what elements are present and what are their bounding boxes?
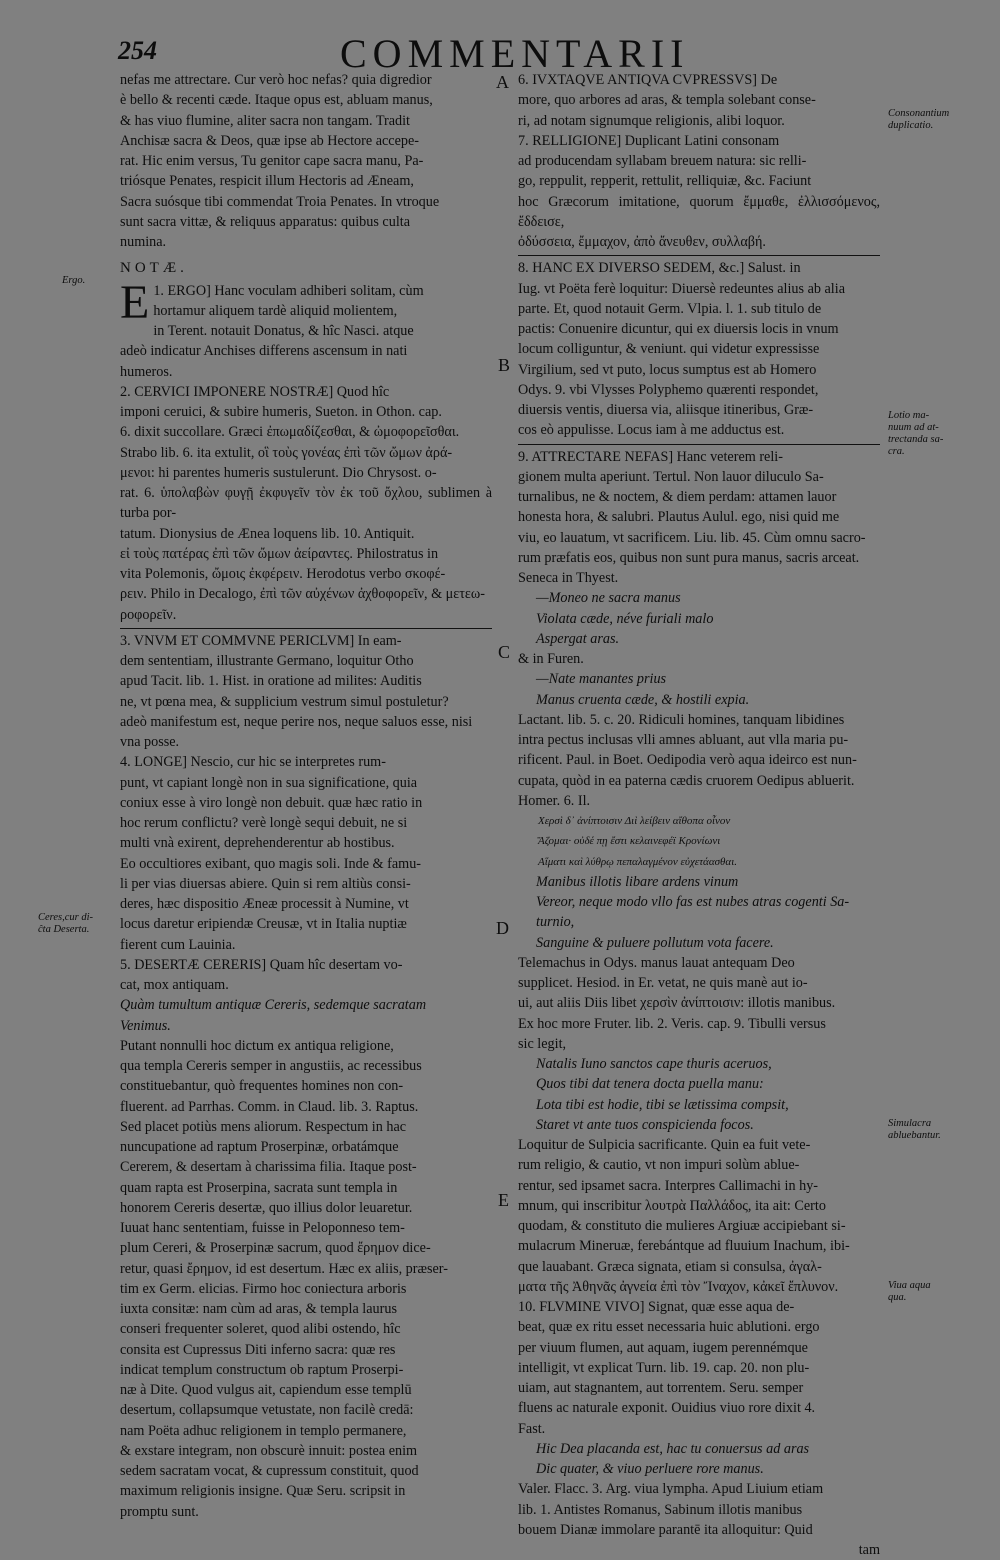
text-line: Strabo lib. 6. ita extulit, οἳ τοὺς γονέας ἐπὶ τῶν ὤμων ἀρά-: [120, 444, 453, 461]
note-3: [120, 631, 492, 753]
text-line: Sed placet potiùs mens aliorum. Respectum in hac: [120, 1118, 407, 1135]
text-line: 10. FLVMINE VIVO] Signat, quæ esse aqua de-: [518, 1299, 795, 1315]
note-5-body: [120, 1036, 492, 1522]
text-line: multi vnà exirent, deprehenderentur ab hostibus.: [120, 835, 395, 852]
section-marker-b: B: [498, 355, 511, 375]
text-line: hortamur aliquem tardè aliquid molientem,: [153, 302, 398, 319]
text-line: Χερσὶ δ᾽ ἀνίπτοισιν Διὶ λείβειν αἴθοπα οἶνον: [538, 815, 731, 827]
text-line: Vereor, neque modo vllo fas est nubes atras cogenti Sa-: [536, 894, 850, 910]
notae-heading: NOTÆ.: [120, 260, 188, 277]
text-line: viu, eo lauatum, vt sacrificem. Liu. lib. 45. Cùm omnu sacro-: [518, 529, 866, 546]
right-column: [518, 70, 880, 1560]
text-line: fluerent. ad Parrhas. Comm. in Claud. lib. 3. Raptus.: [120, 1098, 419, 1115]
text-line: Quàm tumultum antiquæ Cereris, sedemque sacratam: [120, 997, 427, 1014]
text-line: hoc Græcorum imitatione, quorum ἔμμαθε, ἐλλισσόμενος, ἔδδεισε,: [518, 193, 880, 230]
text-line: & has viuo flumine, aliter sacra non tangam. Tradit: [120, 112, 410, 129]
text-line: sunt sacra vittæ, & reliquus apparatus: quibus culta: [120, 213, 410, 230]
text-line: Loquitur de Sulpicia sacrificante. Quin ea fuit vete-: [518, 1137, 811, 1153]
text-line: 5. DESERTÆ CERERIS] Quam hîc desertam vo-: [120, 956, 403, 973]
section-marker-c: C: [498, 642, 511, 662]
text-line: qua templa Cereris semper in angustiis, ac recessibus: [120, 1058, 422, 1074]
text-line: promptu sunt.: [120, 1503, 199, 1520]
text-line: locus daretur eripiendæ Creusæ, vt in Italia nuptiæ: [120, 916, 407, 933]
note-10: [518, 1297, 880, 1439]
text-line: more, quo arbores ad aras, & templa solebant conse-: [518, 92, 816, 109]
drop-cap: E: [120, 275, 150, 329]
text-line: apud Tacit. lib. 1. Hist. in oratione ad milites: Auditis: [120, 673, 422, 690]
text-line: Seneca in Thyest.: [518, 570, 619, 586]
text-line: Quos tibi dat tenera docta puella manu:: [536, 1076, 764, 1093]
note-1-lines: [120, 275, 492, 382]
text-line: Violata cæde, néve furiali malo: [536, 610, 714, 627]
text-line: intelligit, vt explicat Turn. lib. 19. cap. 20. non plu-: [518, 1359, 810, 1376]
text-line: 6. IVXTAQVE ANTIQVA CVPRESSVS] De: [518, 72, 778, 88]
text-line: imponi ceruici, & subire humeris, Sueton. in Othon. cap.: [120, 404, 442, 420]
text-line: Venimus.: [120, 1017, 171, 1034]
text-line: Sanguine & puluere pollutum vota facere.: [536, 934, 774, 951]
text-line: Homer. 6. Il.: [518, 792, 591, 809]
text-line: parte. Et, quod notauit Germ. Vlpia. l. 1. sub titulo de: [518, 300, 822, 317]
text-line: Fast.: [518, 1420, 546, 1437]
text-line: maximum religionis insigne. Quæ Seru. scripsit in: [120, 1483, 406, 1500]
text-line: rum religio, & cautio, vt non impuri solùm ablue-: [518, 1157, 800, 1174]
text-line: 6. dixit succollare. Græci ἐπωμαδίζεσθαι, & ὠμοφορεῖσθαι.: [120, 424, 460, 441]
text-line: tatum. Dionysius de Ænea loquens lib. 10. Antiquit.: [120, 525, 415, 542]
text-line: Lactant. lib. 5. c. 20. Ridiculi homines, tanquam libidines: [518, 711, 845, 728]
text-line: ad producendam syllabam breuem natura: sic relli-: [518, 153, 807, 169]
text-line: næ à Dite. Quod vulgus ait, capiendum esse templū: [120, 1382, 412, 1398]
note-4: [120, 752, 492, 955]
text-line: rat. 6. ὑπολαβὼν φυγῇ ἐκφυγεῖν τὸν ἐκ τοῦ ὄχλου, sublimen à turba por-: [120, 485, 492, 522]
text-line: & exstare integram, non obscurè innuit: postea enim: [120, 1442, 418, 1459]
divider: [120, 628, 492, 629]
text-line: mnum, qui inscribitur λουτρὰ Παλλάδος, ita ait: Certo: [518, 1197, 826, 1214]
homer-greek: [518, 811, 880, 872]
page-number: 254: [118, 36, 157, 65]
text-line: cupata, quòd in ea paterna cædis cruorem Oedipus abluerit.: [518, 772, 855, 789]
divider: [518, 444, 880, 445]
text-line: Iug. vt Poëta ferè loquitur: Diuersè redeuntes alius ab alia: [518, 280, 845, 297]
text-line: 4. LONGE] Nescio, cur hic se interpretes rum-: [120, 754, 386, 771]
text-line: mulacrum Mineruæ, ferebántque ad fluuium Inachum, ibi-: [518, 1238, 850, 1255]
in-furen: & in Furen.: [518, 651, 584, 667]
seneca-verse-1: [518, 588, 880, 649]
text-line: Hic Dea placanda est, hac tu conuersus ad aras: [536, 1440, 810, 1457]
text-line: ματα τῆς Ἀθηνᾶς ἀγνεία ἐπὶ τὸν Ἴναχον, κἀκεῖ ἔπλυνον.: [518, 1278, 839, 1295]
homer-latin: [518, 872, 880, 953]
margin-note-consonants: Consonantium duplicatio.: [888, 108, 950, 131]
note-10-valerius: [518, 1479, 880, 1540]
text-line: Eo occultiores exibant, quo magis soli. Inde & famu-: [120, 855, 422, 872]
text-line: sic legit,: [518, 1035, 567, 1052]
text-line: honesta hora, & salubri. Plautus Aulul. ego, nisi quid me: [518, 509, 840, 526]
text-line: intra pectus inclusas vlli amnes abluant, aut vlla maria pu-: [518, 732, 849, 748]
note-5: [120, 955, 492, 996]
text-line: Natalis Iuno sanctos cape thuris aceruos,: [536, 1056, 772, 1072]
text-line: sedem sacratam vocat, & cupressum constituit, quod: [120, 1463, 419, 1479]
text-line: li per vias diuersas abiere. Quin si rem altiùs consi-: [120, 875, 411, 892]
text-line: rificent. Paul. in Boet. Oedipodia verò aqua ideirco est nun-: [518, 752, 857, 769]
text-line: consita est Cupressus Diti inferno sacra: quæ res: [120, 1341, 396, 1358]
text-line: quam rapta est Proserpina, sacrata sunt templa in: [120, 1179, 398, 1196]
text-line: adeò indicatur Anchises differens ascensum in nati: [120, 343, 408, 360]
note-7: [518, 131, 880, 253]
running-title: COMMENTARII: [340, 31, 690, 76]
text-line: Ex hoc more Fruter. lib. 2. Veris. cap. 9. Tibulli versus: [518, 1015, 826, 1032]
text-line: in Terent. notauit Donatus, & hîc Nasci. atque: [153, 323, 414, 339]
text-line: εἰ τοὺς πατέρας ἐπὶ τῶν ὤμων ἀείραντες. Philostratus in: [120, 545, 439, 562]
text-line: indicat templum constructum ob raptum Proserpi-: [120, 1361, 404, 1378]
text-line: Virgilium, sed vt puto, locus sumptus est ab Homero: [518, 361, 817, 378]
text-line: Telemachus in Odys. manus lauat antequam Deo: [518, 954, 795, 971]
divider: [518, 255, 880, 256]
text-line: per viuum flumen, aut aquam, iugem perennémque: [518, 1339, 808, 1356]
text-line: è bello & recenti cæde. Itaque opus est, abluam manus,: [120, 92, 433, 109]
text-line: turnio,: [536, 914, 575, 931]
text-line: locum colliguntur, & veniunt. qui videtur expressisse: [518, 341, 820, 358]
text-line: nam Poëta adhuc religionem in templo permanere,: [120, 1422, 407, 1439]
text-line: fluens ac naturale exponit. Ouidius viuo rore dixit 4.: [518, 1400, 816, 1417]
text-line: Ἅζομαι· οὐδέ πῃ ἔστι κελαινεφέϊ Κρονίωνι: [538, 835, 721, 848]
text-line: go, reppulit, repperit, rettulit, relliquiæ, &c. Faciunt: [518, 173, 812, 190]
text-line: dem sententiam, illustrante Germano, loquitur Otho: [120, 653, 414, 669]
text-line: rat. Hic enim versus, Tu genitor cape sacra manu, Pa-: [120, 153, 424, 169]
margin-note-lotio: Lotio ma- nuum ad at- trectanda sa- cra.: [888, 410, 944, 457]
text-line: coniux esse à viro longè non debuit. quæ hæc ratio in: [120, 794, 423, 811]
text-line: ρειν. Philo in Decalogo, ἐπὶ τῶν αὐχένων ἀχθοφορεῖν, & μετεω-: [120, 586, 485, 603]
text-line: ὀδύσσεια, ἔμμαχον, ἀπὸ ἄνευθεν, συλλαβή.: [518, 234, 766, 250]
text-line: retur, quasi ἔρημον, id est desertum. Hæc ex aliis, præser-: [120, 1260, 448, 1277]
text-line: 3. VNVM ET COMMVNE PERICLVM] In eam-: [120, 632, 402, 649]
text-line: constituebantur, quò frequentes homines non con-: [120, 1078, 404, 1095]
text-line: Putant nonnulli hoc dictum ex antiqua religione,: [120, 1037, 394, 1054]
text-line: que lauabant. Græca signata, etiam si consulsa, ἀγαλ-: [518, 1258, 822, 1275]
text-line: Valer. Flacc. 3. Arg. viua lympha. Apud Liuium etiam: [518, 1481, 824, 1498]
seneca-verse-2: [518, 669, 880, 710]
tibullus-verse: [518, 1054, 880, 1135]
text-line: fierent cum Lauinia.: [120, 936, 236, 953]
text-line: Lota tibi est hodie, tibi se lætissima compsit,: [536, 1096, 789, 1113]
text-line: iuxta consitæ: nam cùm ad aras, & templa laurus: [120, 1301, 397, 1317]
note-9-sulpicia: [518, 1135, 880, 1297]
text-line: vna posse.: [120, 734, 180, 750]
section-marker-e: E: [498, 1190, 509, 1210]
text-line: conseri frequenter soleret, quod alibi ostendo, hîc: [120, 1321, 401, 1338]
text-line: desertum, collapsumque vetustate, non facilè credā:: [120, 1402, 414, 1419]
text-line: nuncupatione ad raptum Proserpinæ, orbatámque: [120, 1139, 399, 1155]
text-line: ne, vt pœna mea, & supplicium vestrum simul postuletur?: [120, 693, 449, 710]
text-line: vita Polemonis, ὤμοις ἐκφέρειν. Herodotus verbo σκοφέ-: [120, 566, 446, 582]
text-line: turnalibus, ne & noctem, & diem perdam: attamen lauor: [518, 489, 837, 505]
text-line: quodam, & constituto die mulieres Argiuæ accipiebant si-: [518, 1218, 846, 1234]
text-line: 8. HANC EX DIVERSO SEDEM, &c.] Salust. in: [518, 260, 801, 277]
text-line: Dic quater, & viuo perluere rore manus.: [536, 1461, 764, 1477]
catchword: tam: [858, 1542, 880, 1558]
text-line: hoc rerum conflictu? verè longè sequi debuit, ne si: [120, 815, 408, 831]
text-line: Cererem, & desertam à charissima filia. Itaque post-: [120, 1159, 417, 1176]
note-8: [518, 258, 880, 440]
text-line: —Nate manantes prius: [536, 671, 667, 688]
text-line: rum præfatis eos, quibus non sunt pura manus, sacris arceat.: [518, 549, 860, 566]
text-line: 2. CERVICI IMPONERE NOSTRÆ] Quod hîc: [120, 383, 390, 400]
note-5-verse: [120, 995, 492, 1036]
text-line: tim ex Germ. elicias. Firmo hoc coniectura arboris: [120, 1280, 407, 1297]
text-line: diuersis ventis, diuersa via, aliisque itineribus, Græ-: [518, 402, 814, 418]
note-9: [518, 447, 880, 589]
text-line: bouem Dianæ immolare parantē ita alloquitur: Quid: [518, 1521, 813, 1538]
text-line: adeò manifestum est, neque perire nos, neque saluos esse, nisi: [120, 713, 473, 730]
text-line: rentur, sed ipsamet sacra. Interpres Callimachi in hy-: [518, 1177, 819, 1194]
text-line: Iuuat hanc sententiam, fuisse in Peloponneso tem-: [120, 1220, 405, 1236]
text-line: supplicet. Hesiod. in Er. vetat, ne quis manè aut io-: [518, 975, 808, 991]
commentary-intro: [120, 70, 492, 252]
margin-note-viua-aqua: Viua aqua qua.: [888, 1280, 931, 1303]
text-line: gionem multa aperiunt. Tertul. Non lauor diluculo Sa-: [518, 468, 824, 485]
text-line: ui, aut aliis Diis libet χερσὶν ἀνίπτοισιν: illotis manibus.: [518, 995, 836, 1012]
text-line: uiam, aut stagnantem, aut torrentem. Seru. semper: [518, 1380, 804, 1396]
text-line: plum Cereri, & Proserpinæ sacrum, quod ἔρημον dice-: [120, 1240, 431, 1257]
text-line: Odys. 9. vbi Vlysses Polyphemo quærenti respondet,: [518, 381, 819, 398]
text-line: humeros.: [120, 363, 173, 380]
text-line: punt, vt capiant longè non in sua significatione, quia: [120, 774, 418, 791]
text-line: honorem Cereris desertæ, quo illius dolor leuaretur.: [120, 1199, 413, 1216]
margin-note-ceres: Ceres,cur di- ĉta Deserta.: [38, 912, 94, 935]
section-marker-a: A: [496, 72, 509, 92]
note-2: [120, 382, 492, 625]
note-1: [120, 275, 492, 382]
text-line: nefas me attrectare. Cur verò hoc nefas? quia digredior: [120, 72, 432, 88]
margin-note-ergo: Ergo.: [62, 275, 86, 286]
text-line: Anchisæ sacra & Deos, quæ ipse ab Hectore accepe-: [120, 132, 420, 149]
text-line: μενοι: hi parentes humeris sustulerunt. Dio Chrysost. o-: [120, 464, 437, 481]
text-line: —Moneo ne sacra manus: [536, 590, 681, 607]
text-line: triósque Penates, respicit illum Hectoris ad Æneam,: [120, 173, 414, 190]
text-line: Manibus illotis libare ardens vinum: [536, 873, 739, 890]
text-line: 9. ATTRECTARE NEFAS] Hanc veterem reli-: [518, 448, 783, 465]
text-line: lib. 1. Antistes Romanus, Sabinum illotis manibus: [518, 1501, 803, 1518]
text-line: ροφορεῖν.: [120, 606, 177, 623]
note-9-telemachus: [518, 953, 880, 1054]
text-line: 7. RELLIGIONE] Duplicant Latini consonam: [518, 132, 780, 149]
text-line: deres, hæc dispositio Æneæ processit à Numine, vt: [120, 896, 409, 912]
text-line: ri, ad notam signumque religionis, alibi loquor.: [518, 112, 785, 129]
text-line: cat, mox antiquam.: [120, 977, 229, 993]
section-marker-d: D: [496, 918, 509, 938]
left-column: [120, 70, 492, 1522]
note-6: [518, 70, 880, 131]
text-line: Sacra suósque tibi commendat Troia Penates. In vtroque: [120, 193, 440, 210]
text-line: cos eò appulisse. Locus iam à me adductus est.: [518, 422, 785, 439]
margin-note-simulacra: Simulacra abluebantur.: [888, 1118, 941, 1141]
text-line: Aspergat aras.: [536, 630, 620, 647]
text-line: Αἵματι καὶ λύθρῳ πεπαλαγμένον εὐχετάασθαι.: [538, 855, 738, 868]
text-line: beat, quæ ex ritu esset necessaria huic ablutioni. ergo: [518, 1319, 820, 1336]
text-line: Manus cruenta cæde, & hostili expia.: [536, 691, 750, 708]
text-line: numina.: [120, 234, 167, 250]
text-line: pactis: Conuenire dicuntur, qui ex diuersis locis in vnum: [518, 321, 839, 337]
ovid-verse: [518, 1439, 880, 1480]
text-line: 1. ERGO] Hanc voculam adhiberi solitam, cùm: [153, 282, 424, 299]
note-9-lactantius: [518, 710, 880, 811]
text-line: Staret vt ante tuos conspicienda focos.: [536, 1116, 754, 1133]
